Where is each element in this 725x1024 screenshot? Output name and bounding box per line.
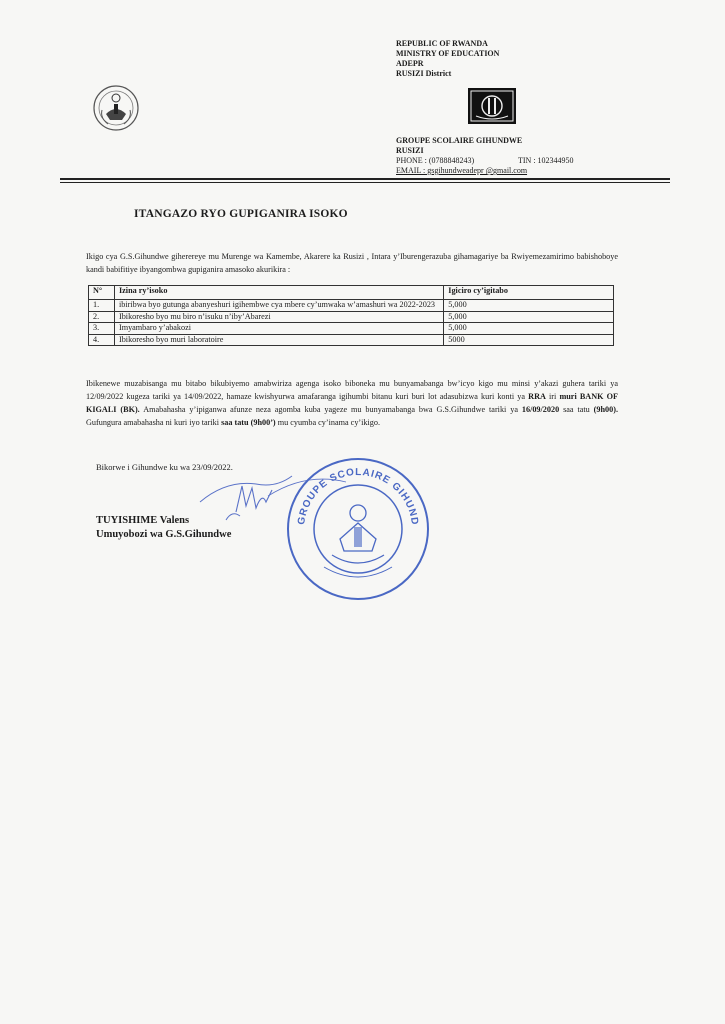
body-deadline-time: (9h00). bbox=[593, 405, 618, 414]
table-header-row bbox=[89, 286, 614, 300]
table-row bbox=[89, 311, 614, 323]
table-cell-number: 3. bbox=[89, 323, 115, 335]
header-org: ADEPR bbox=[396, 59, 424, 68]
table-header-number: N° bbox=[89, 286, 115, 300]
body-text-1: Ibikenewe muzabisanga mu bitabo bikubiyemo amabwiriza agenga isoko biboneka mu bunyamabanga bw’icyo kigo mu minsi y’akazi guhera tariki ya 12/09/2022 kugeza tariki ya 14/09/2022, hamaze kwishyurwa amafaranga igihumbi bitanu kuri buri lot adasubizwa kuri konti ya bbox=[86, 379, 618, 401]
table-cell-name: Imyambaro y’abakozi bbox=[114, 323, 443, 335]
header-phone: PHONE : (0788848243) bbox=[396, 156, 475, 165]
table-cell-number: 2. bbox=[89, 311, 115, 323]
official-stamp bbox=[284, 455, 432, 603]
body-opening-time: saa tatu (9h00’) bbox=[221, 418, 276, 427]
page-title: ITANGAZO RYO GUPIGANIRA ISOKO bbox=[134, 208, 348, 220]
signatory-role: Umuyobozi wa G.S.Gihundwe bbox=[96, 529, 232, 540]
body-bank: muri BANK OF KIGALI (BK). bbox=[86, 392, 618, 414]
table-header-name: Izina ry’isoko bbox=[114, 286, 443, 300]
place-date: Bikorwe i Gihundwe ku wa 23/09/2022. bbox=[96, 462, 233, 472]
table-row bbox=[89, 300, 614, 312]
header-school: GROUPE SCOLAIRE GIHUNDWE bbox=[396, 136, 523, 145]
table-cell-number: 4. bbox=[89, 334, 115, 346]
stamp-text: GROUPE SCOLAIRE GIHUND bbox=[296, 466, 420, 527]
table-cell-name: Ibikoresho byo mu biro n’isuku n’iby’Abarezi bbox=[114, 311, 443, 323]
header-rule-top bbox=[60, 178, 670, 180]
table-cell-name: Ibikoresho byo muri laboratoire bbox=[114, 334, 443, 346]
body-rra: RRA bbox=[528, 392, 546, 401]
table-row bbox=[89, 323, 614, 335]
table-cell-name: ibiribwa byo gutunga abanyeshuri igihembwe cya mbere cy’umwaka w’amashuri wa 2022-2023 bbox=[114, 300, 443, 312]
table-cell-price: 5,000 bbox=[444, 323, 614, 335]
body-text-4: Gufungura amabahasha ni kuri iyo tariki bbox=[86, 418, 222, 427]
header-rule-bottom bbox=[60, 182, 670, 183]
body-deadline-date: 16/09/2020 bbox=[521, 405, 560, 414]
items-table bbox=[88, 285, 614, 346]
body-text-3: saa tatu bbox=[559, 405, 594, 414]
rwanda-emblem bbox=[92, 84, 140, 132]
intro-paragraph: Ikigo cya G.S.Gihundwe giherereye mu Murenge wa Kamembe, Akarere ka Rusizi , Intara y’Iburengerazuba gihamagariye ba Rwiyemezamirimo babishoboye kandi babifitiye ibyangombwa gupiganira amasoko akurikira : bbox=[86, 252, 618, 274]
table-cell-price: 5000 bbox=[444, 334, 614, 346]
header-district: RUSIZI District bbox=[396, 69, 452, 78]
body-iri: iri bbox=[545, 392, 560, 401]
school-logo bbox=[466, 86, 518, 126]
header-email: EMAIL : gsgihundweadepr @gmail.com bbox=[396, 166, 528, 175]
table-cell-price: 5,000 bbox=[444, 300, 614, 312]
table-cell-price: 5,000 bbox=[444, 311, 614, 323]
header-tin: TIN : 102344950 bbox=[518, 156, 574, 165]
body-paragraph bbox=[86, 377, 618, 429]
body-text-5: mu cyumba cy’inama cy’ikigo. bbox=[275, 418, 381, 427]
header-republic: REPUBLIC OF RWANDA bbox=[396, 39, 488, 48]
header-ministry: MINISTRY OF EDUCATION bbox=[396, 49, 500, 58]
body-text-2: Amabahasha y’ipiganwa afunze neza agomba kuba yageze mu bunyamabanga bwa G.S.Gihundwe tariki ya bbox=[139, 405, 522, 414]
header-location: RUSIZI bbox=[396, 146, 424, 155]
signatory-name: TUYISHIME Valens bbox=[96, 515, 190, 526]
table-row bbox=[89, 334, 614, 346]
table-header-price: Igiciro cy’igitabo bbox=[444, 286, 614, 300]
table-cell-number: 1. bbox=[89, 300, 115, 312]
